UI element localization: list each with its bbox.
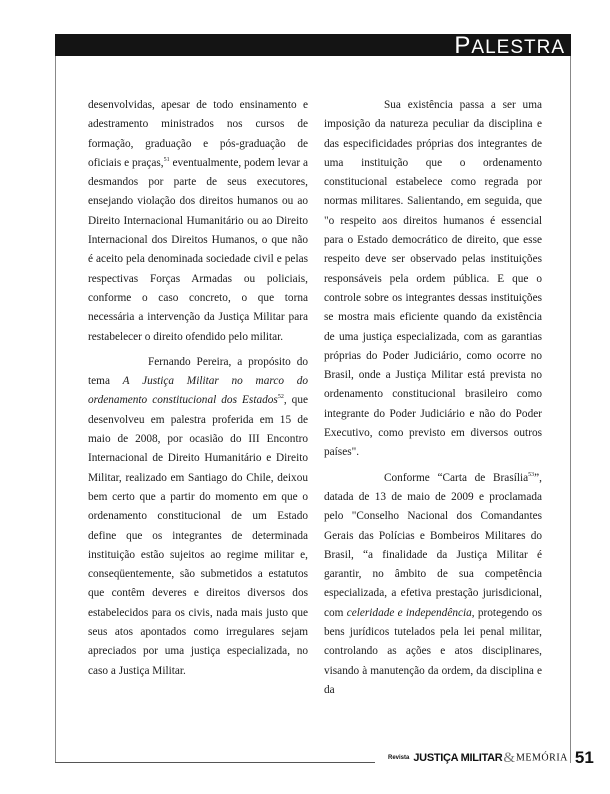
section-title (454, 32, 565, 59)
paragraph-text: , protegendo os bens jurídicos tutelados pela lei penal militar, controlando as ações e atos disciplinares, visando à manutenção da ordem, da disciplina e da (324, 606, 542, 696)
footer-journal-name: JUSTIÇA MILITAR (413, 752, 503, 764)
paragraph-text: Fernando Pereira, a propósito do tema (88, 355, 308, 388)
footer-rule (55, 762, 375, 763)
footer-revista: Revista (388, 755, 410, 761)
section-header-bar (55, 32, 571, 59)
emphasis-text: celeridade e independência (346, 606, 472, 619)
paragraph-text: , que desenvolveu em palestra proferida em 15 de maio de 2008, por ocasião do III Encontro Internacional de Direito Humanitário e Direito Militar, realizado em Santiago do Chile, deixou bem certo que a partir do momento em que o ordenamento constitucional de um Estado define que os integrantes de determinada instituição estão sujeitos ao regime militar e, conseqüentemente, são submetidos a estatutos que contêm deveres e direitos diversos dos estabelecidos para os civis, nada mais justo que seus atos apontados como irregulares sejam apreciados por uma justiça especializada, no caso a Justiça Militar. (88, 394, 308, 677)
paragraph (88, 96, 308, 347)
page-frame-left (55, 56, 56, 763)
paragraph-text: eventualmente, podem levar a desmandos por parte de seus executores, ensejando violação dos direitos humanos ou ao Direito Internacional Humanitário ou ao Direito Internacional dos Direitos Humanos, o que não é aceito pela denominada sociedade civil e pelas respectivas Forças Armadas ou policiais, conforme o caso concreto, o que torna necessária a intervenção da Justiça Militar para restabelecer o direito ofendido pelo militar. (88, 156, 309, 343)
section-title-rest: ALESTRA (471, 37, 565, 58)
paragraph-text: desenvolvidas, apesar de todo ensinamento e adestramento ministrados nos cursos de formação, graduação e pós-graduação de oficiais e praças, (88, 99, 308, 169)
lecture-title: A Justiça Militar no marco do ordenamento constitucional dos Estados (88, 375, 308, 407)
left-column (88, 96, 308, 681)
section-title-initial: P (454, 32, 472, 59)
paragraph-text: Conforme “Carta de Brasília (384, 471, 529, 484)
page-frame-right (570, 56, 571, 763)
page-number: 51 (574, 748, 594, 767)
footer-logo (388, 748, 594, 768)
footer-memoria: MEMÓRIA (516, 752, 568, 764)
paragraph (88, 353, 308, 681)
paragraph-text: ”, datada de 13 de maio de 2009 e proclamada pelo "Conselho Nacional dos Comandantes Gerais das Polícias e Bombeiros Militares do Brasil, “a finalidade da Justiça Militar é garantir, no âmbito de sua competência especializada, a efetiva prestação jurisdicional, com (324, 471, 542, 619)
right-column (324, 96, 542, 700)
footnote-ref: 52 (277, 394, 284, 401)
paragraph (324, 469, 542, 701)
footer-ampersand: & (503, 749, 516, 766)
footnote-ref: 51 (163, 157, 170, 164)
paragraph: Sua existência passa a ser uma imposição da natureza peculiar da disciplina e das especificidades próprias dos integrantes de uma instituição que o ordenamento constitucional estabelece como regrada por normas militares. Salientando, em seguida, que "o respeito aos direitos humanos é essencial para o Estado democrático de direito, que esse respeito deve ser observado pelas instituições responsáveis pela ordem pública. E que o controle sobre os integrantes dessas instituições se mostra mais eficiente quando da existência de uma justiça especializada, com as garantias próprias do Poder Judiciário, como ocorre no Brasil, onde a Justiça Militar está prevista no ordenamento constitucional brasileiro como integrante do Poder Judiciário e não do Poder Executivo, como previsto em diversos outros países". (324, 99, 542, 459)
footnote-ref: 53 (528, 471, 535, 478)
